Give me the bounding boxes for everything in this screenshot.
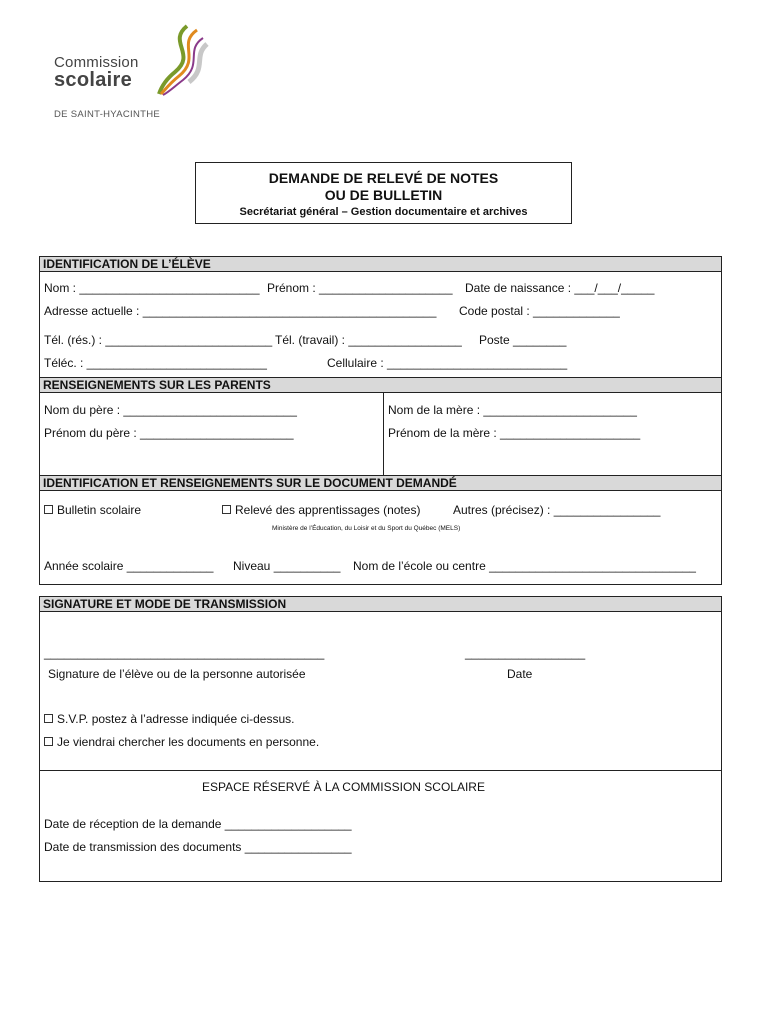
code-postal-field[interactable]: Code postal : _____________ — [459, 304, 620, 318]
cellulaire-field[interactable]: Cellulaire : ___________________________ — [327, 356, 568, 370]
niveau-field[interactable]: Niveau __________ — [233, 559, 341, 573]
logo-word-scolaire: scolaire — [54, 69, 133, 91]
document-header: IDENTIFICATION ET RENSEIGNEMENTS SUR LE DOCUMENT DEMANDÉ — [39, 475, 722, 491]
naissance-field[interactable]: Date de naissance : ___/___/_____ — [465, 281, 655, 295]
bulletin-label: Bulletin scolaire — [57, 503, 142, 517]
prenom-pere-field[interactable]: Prénom du père : _______________________ — [44, 426, 294, 440]
signature-header: SIGNATURE ET MODE DE TRANSMISSION — [39, 596, 722, 612]
signature-label: Signature de l’élève ou de la personne autorisée — [48, 667, 306, 681]
poste-field[interactable]: Poste ________ — [479, 333, 567, 347]
ecole-field[interactable]: Nom de l’école ou centre _______________________________ — [353, 559, 696, 573]
releve-option[interactable] — [222, 503, 420, 517]
ministere-note: Ministère de l’Éducation, du Loisir et du Sport du Québec (MELS) — [272, 525, 461, 532]
reserve-header: ESPACE RÉSERVÉ À LA COMMISSION SCOLAIRE — [202, 780, 485, 794]
title-subtitle: Secrétariat général – Gestion documentaire et archives — [239, 206, 528, 218]
parents-header: RENSEIGNEMENTS SUR LES PARENTS — [39, 377, 722, 393]
commission-logo — [52, 24, 212, 124]
poste-option[interactable] — [44, 712, 294, 726]
logo-word-commission: Commission — [54, 54, 139, 71]
personne-checkbox[interactable] — [44, 737, 53, 746]
personne-label: Je viendrai chercher les documents en personne. — [57, 735, 320, 749]
poste-checkbox[interactable] — [44, 714, 53, 723]
releve-label: Relevé des apprentissages (notes) — [235, 503, 421, 517]
title-line1: DEMANDE DE RELEVÉ DE NOTES — [268, 170, 499, 186]
date-label: Date — [507, 667, 533, 681]
prenom-mere-field[interactable]: Prénom de la mère : _____________________ — [388, 426, 641, 440]
nom-field[interactable]: Nom : ___________________________ — [44, 281, 260, 295]
bulletin-checkbox[interactable] — [44, 505, 53, 514]
tel-res-field[interactable]: Tél. (rés.) : _________________________ — [44, 333, 273, 347]
adresse-field[interactable]: Adresse actuelle : ____________________________________________ — [44, 304, 437, 318]
title-box — [195, 162, 572, 224]
personne-option[interactable] — [44, 735, 319, 749]
transmission-field[interactable]: Date de transmission des documents ________________ — [44, 840, 352, 854]
title-line2: OU DE BULLETIN — [324, 187, 443, 203]
prenom-field[interactable]: Prénom : ____________________ — [267, 281, 453, 295]
signature-line[interactable]: __________________________________________ — [44, 646, 325, 660]
autres-field[interactable]: Autres (précisez) : ________________ — [453, 503, 661, 517]
reception-field[interactable]: Date de réception de la demande ___________________ — [44, 817, 352, 831]
releve-checkbox[interactable] — [222, 505, 231, 514]
tel-travail-field[interactable]: Tél. (travail) : _________________ — [275, 333, 462, 347]
annee-field[interactable]: Année scolaire _____________ — [44, 559, 214, 573]
bulletin-option[interactable] — [44, 503, 141, 517]
nom-pere-field[interactable]: Nom du père : __________________________ — [44, 403, 297, 417]
parents-divider — [383, 393, 384, 477]
telec-field[interactable]: Téléc. : ___________________________ — [44, 356, 267, 370]
poste-label: S.V.P. postez à l’adresse indiquée ci-dessus. — [57, 712, 295, 726]
logo-word-location: DE SAINT-HYACINTHE — [54, 109, 161, 120]
eleve-header: IDENTIFICATION DE L’ÉLÈVE — [39, 256, 722, 272]
logo-ribbon-icon — [157, 24, 209, 96]
nom-mere-field[interactable]: Nom de la mère : _______________________ — [388, 403, 637, 417]
date-line[interactable]: __________________ — [465, 646, 586, 660]
reserve-divider — [39, 770, 722, 771]
